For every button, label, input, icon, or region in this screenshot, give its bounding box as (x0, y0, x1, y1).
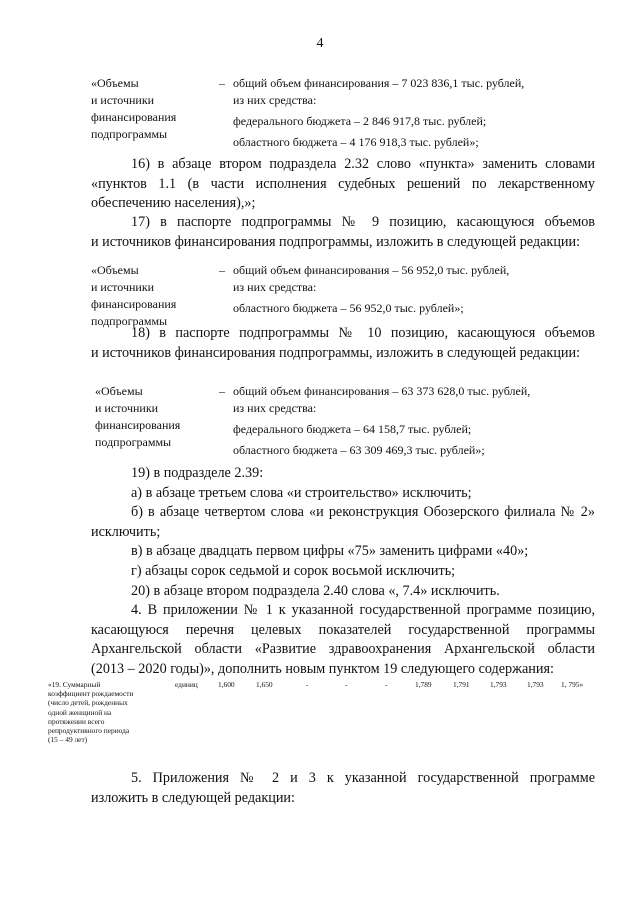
label-line: «Объемы (91, 76, 139, 90)
text-line: обеспечению населения),»; (91, 195, 256, 212)
text-line: «пунктов 1.1 (в части исполнения судебных решений по лекарственному (91, 175, 595, 192)
paragraph-18 (91, 324, 595, 363)
dash-separator: – (219, 384, 225, 398)
indicator-value: 1,789 (415, 680, 432, 689)
name-line: протяжении всего (48, 716, 105, 726)
indicator-value: - (345, 680, 348, 689)
paragraph-5 (91, 769, 595, 808)
text-line: Архангельской области «Развитие здравоохранения Архангельской области (91, 641, 595, 658)
text-line: 19) в подразделе 2.39: (131, 465, 264, 481)
label-line: подпрограммы (95, 435, 172, 449)
label-line: и источники (91, 93, 155, 107)
label-line: финансирования (95, 418, 181, 432)
financing-values (233, 262, 573, 317)
text-line: 5. Приложения № 2 и 3 к указанной государственной программе (131, 770, 595, 786)
value-line: из них средства: (233, 401, 317, 415)
page-number: 4 (316, 36, 324, 51)
value-line: общий объем финансирования – 63 373 628,0 тыс. рублей, (233, 384, 531, 398)
financing-values (233, 75, 573, 151)
indicator-value: 1,793 (527, 680, 544, 689)
financing-block-3 (95, 383, 595, 455)
value-line: общий объем финансирования – 7 023 836,1 тыс. рублей, (233, 76, 525, 90)
dash-separator: – (219, 76, 225, 90)
paragraph-19 (91, 464, 595, 601)
indicator-name (48, 680, 160, 744)
value-line: федерального бюджета – 2 846 917,8 тыс. рублей; (233, 114, 487, 128)
value-line: федерального бюджета – 64 158,7 тыс. рублей; (233, 422, 472, 436)
text-line: а) в абзаце третьем слова «и строительство» исключить; (131, 484, 472, 501)
indicator-value: 1,793 (490, 680, 507, 689)
text-line: касающуюся перечня целевых показателей государственной программы (91, 621, 595, 638)
value-line: областного бюджета – 4 176 918,3 тыс. рублей»; (233, 135, 479, 149)
label-line: подпрограммы (91, 314, 168, 328)
paragraph-16 (91, 155, 595, 214)
financing-label (95, 383, 213, 451)
text-line: 18) в паспорте подпрограммы № 10 позицию, касающуюся объемов (131, 325, 595, 341)
value-line: областного бюджета – 56 952,0 тыс. рублей»; (233, 301, 464, 315)
name-line: коэффициент рождаемости (48, 689, 134, 699)
label-line: подпрограммы (91, 127, 168, 141)
text-line: и источников финансирования подпрограммы, изложить в следующей редакции: (91, 344, 581, 361)
financing-block-1 (91, 75, 591, 147)
label-line: и источники (91, 280, 155, 294)
text-line: и источников финансирования подпрограммы, изложить в следующей редакции: (91, 233, 581, 250)
value-line: областного бюджета – 63 309 469,3 тыс. рублей»; (233, 443, 485, 457)
text-line: 17) в паспорте подпрограммы № 9 позицию, касающуюся объемов (131, 214, 595, 230)
name-line: «19. Суммарный (48, 680, 101, 689)
financing-values (233, 383, 573, 459)
text-line: г) абзацы сорок седьмой и сорок восьмой исключить; (131, 562, 456, 579)
name-line: (число детей, рожденных (48, 698, 128, 708)
value-line: общий объем финансирования – 56 952,0 тыс. рублей, (233, 263, 510, 277)
value-line: из них средства: (233, 93, 317, 107)
indicator-value: - (306, 680, 309, 689)
label-line: финансирования (91, 297, 177, 311)
label-line: «Объемы (95, 384, 143, 398)
financing-label (91, 75, 209, 143)
indicator-value: 1, 795» (561, 680, 584, 689)
indicator-unit: единиц (175, 680, 198, 689)
name-line: (15 – 49 лет) (48, 735, 88, 745)
label-line: финансирования (91, 110, 177, 124)
text-line: исключить; (91, 523, 161, 540)
text-line: 4. В приложении № 1 к указанной государственной программе позицию, (131, 602, 595, 618)
text-line: 20) в абзаце втором подраздела 2.40 слова «, 7.4» исключить. (131, 582, 500, 599)
name-line: репродуктивного периода (48, 726, 130, 736)
text-line: (2013 – 2020 годы)», дополнить новым пунктом 19 следующего содержания: (91, 660, 554, 677)
value-line: из них средства: (233, 280, 317, 294)
indicator-value: 1,791 (453, 680, 470, 689)
text-line: 16) в абзаце втором подраздела 2.32 слово «пункта» заменить словами (131, 156, 595, 172)
indicator-value: 1,600 (218, 680, 235, 689)
dash-separator: – (219, 263, 225, 277)
label-line: «Объемы (91, 263, 139, 277)
text-line: в) в абзаце двадцать первом цифры «75» заменить цифрами «40»; (131, 543, 529, 560)
text-line: б) в абзаце четвертом слова «и реконструкция Обозерского филиала № 2» (131, 504, 595, 521)
financing-label (91, 262, 209, 330)
indicator-value: - (385, 680, 388, 689)
financing-block-2 (91, 262, 591, 328)
name-line: одной женщиной на (48, 707, 112, 717)
paragraph-17 (91, 213, 595, 252)
paragraph-4 (91, 601, 595, 679)
text-line: изложить в следующей редакции: (91, 789, 295, 806)
label-line: и источники (95, 401, 159, 415)
indicator-value: 1,650 (256, 680, 273, 689)
